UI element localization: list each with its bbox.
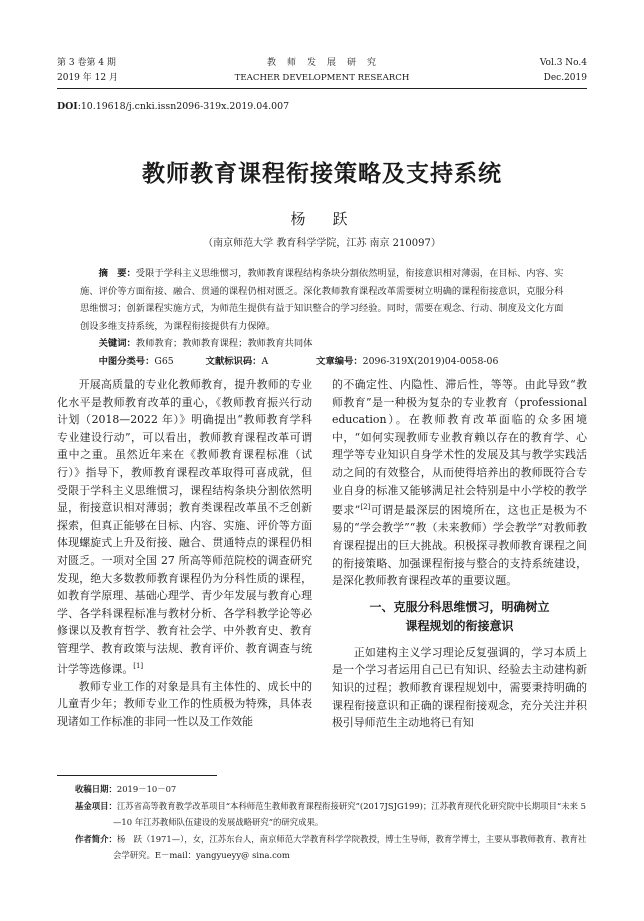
section-heading-line: 课程规划的衔接意识 — [405, 618, 514, 633]
author-bio-line — [57, 831, 587, 864]
fund-text: 江苏省高等教育教学改革项目“本科师范生教师教育课程衔接研究”(2017JSJG199)；江苏教育现代化研究院中长期项目“未来 5—10 年江苏教师队伍建设的发展战略研究”的研究成果。 — [113, 800, 586, 827]
body-paragraph — [332, 376, 587, 590]
article-author: 杨 跃 — [290, 210, 354, 228]
article-affiliation: （南京师范大学 教育科学学院，江苏 南京 210097） — [203, 238, 441, 249]
body-paragraph: 教师专业工作的对象是具有主体性的、成长中的儿童青少年；教师专业工作的性质极为特殊，具体表现诸如工作标准的非同一性以及工作效能 — [57, 679, 312, 728]
section-heading-line: 一、克服分科思维惯习，明确树立 — [369, 599, 550, 614]
doi-line — [57, 101, 289, 112]
abstract-text: 受限于学科主义思维惯习，教师教育课程结构条块分割依然明显，衔接意识相对薄弱，在目标、内容、实施、评价等方面衔接、融合、贯通的课程仍相对匮乏。深化教师教育课程改革需要树立明确的课程衔接意识，克服分科思维惯习；创新课程实施方式，为师范生提供有益于知识整合的学习经验。同时，需要在观念、行动、制度及文化方面创设多维支持系统，为课程衔接提供有力保障。 — [80, 268, 564, 332]
section-heading — [332, 598, 587, 636]
body-right-column — [332, 376, 587, 732]
abstract-paragraph — [80, 265, 570, 335]
classification-line — [80, 353, 570, 371]
keywords-text: 教师教育；教师教育课程；教师教育共同体 — [135, 338, 313, 349]
bio-text: 杨 跃（1971—），女，江苏东台人，南京师范大学教育科学学院教授，博士生导师，教育学博士，主要从事教师教育、教育社会学研究。E－mail：yangyueyy@ sina.com — [113, 833, 587, 860]
keywords-line — [80, 335, 570, 353]
citation: [2] — [360, 503, 371, 512]
doi-label: DOI — [57, 101, 78, 112]
citation: [1] — [133, 661, 144, 670]
body-paragraph-text: 的不确定性、内隐性、滞后性，等等。由此导致“教师教育”是一种极为复杂的专业教育（professional education）。在教师教育改革面临的众多困境中，“如何实现教师专业教育赖以存在的教育学、心理学等专业知识自身学术性的发展及其与教学实践活动之间的有效整合，从而使得培养出的教师既符合专业自身的标准又能够满足社会特别是中小学校的教学要求” — [332, 378, 587, 517]
footnote-rule — [57, 775, 217, 776]
header-journal-en: TEACHER DEVELOPMENT RESEARCH — [234, 73, 410, 83]
header-vol-issue-cn: 第 3 卷第 4 期 — [57, 58, 116, 68]
body-paragraph-text: 开展高质量的专业化教师教育，提升教师的专业化水平是教师教育改革的重心，《教师教育振兴行动计划（2018—2022 年）》明确提出“教师教育学科专业建设行动”，可以看出，教师教育课程改革可谓重中之重。虽然近年来在《教师教育课程标准（试行）》指导下，教师教育课程改革取得可喜成就，但受限于学科主义思维惯习，课程结构条块分割依然明显，衔接意识相对薄弱；教育类课程改革虽不乏创新探索，但真正能够在目标、内容、实施、评价等方面体现螺旋式上升及衔接、融合、贯通特点的课程仍相对匮乏。一项对全国 27 所高等师范院校的调查研究发现，绝大多数教师教育课程仍为分科性质的课程，如教育学原理、基础心理学、青少年发展与教育心理学、各学科课程标准与教材分析、各学科教学论等必修课以及教育哲学、教育社会学、中外教育史、教育管理学、教育政策与法规、教育评价、教育调查与统计学等选修课。 — [57, 378, 312, 676]
doccode-value: A — [261, 355, 269, 367]
bio-label: 作者简介： — [75, 833, 117, 844]
abstract-block — [80, 265, 570, 370]
clc-value: G65 — [154, 355, 174, 367]
body-paragraph: 正如建构主义学习理论反复强调的，学习本质上是一个学习者运用自己已有知识、经验去主动建构新知识的过程；教师教育课程规划中，需要秉持明确的课程衔接意识和正确的课程衔接观念，充分关注并积极引导师范生主动地将已有知 — [332, 645, 587, 730]
articleno-label: 文章编号： — [316, 355, 363, 367]
body-paragraph — [57, 376, 312, 678]
article-title: 教师教育课程衔接策略及支持系统 — [142, 161, 502, 187]
header-date-cn: 2019 年 12 月 — [57, 73, 118, 83]
header-rule — [57, 88, 587, 89]
body-paragraph-text: 可谓是最深层的困境所在，这也正是极为不易的“学会教学”“教（未来教师）学会教学”对教师教育课程提出的巨大挑战。积极探寻教师教育课程之间的衔接策略、加强课程衔接与整合的支持系统建设，是深化教师教育课程改革的重要议题。 — [332, 503, 587, 588]
keywords-label: 关键词： — [98, 338, 136, 349]
header-vol-issue-en: Vol.3 No.4 — [539, 58, 587, 68]
body-left-column — [57, 376, 312, 731]
received-label: 收稿日期： — [75, 784, 117, 794]
articleno-value: 2096-319X(2019)04-0058-06 — [362, 355, 499, 367]
received-date: 2019－10－07 — [116, 784, 177, 794]
footnotes-block — [57, 781, 587, 864]
received-line — [57, 781, 587, 798]
header-date-en: Dec.2019 — [543, 73, 587, 83]
doi-value: :10.19618/j.cnki.issn2096-319x.2019.04.007 — [77, 101, 290, 112]
abstract-label: 摘 要： — [98, 268, 136, 279]
doccode-label: 文献标识码： — [205, 355, 262, 367]
fund-label: 基金项目： — [75, 800, 117, 811]
fund-line — [57, 798, 587, 831]
clc-label: 中图分类号： — [98, 355, 155, 367]
header-journal-cn: 教 师 发 展 研 究 — [266, 58, 377, 68]
